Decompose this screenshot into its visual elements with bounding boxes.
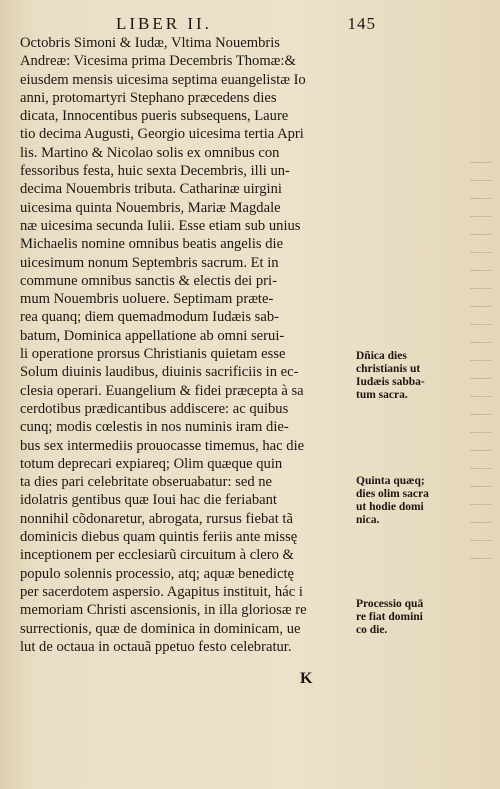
marginal-note-line: Iudæis sabba- (356, 376, 425, 388)
text-line: rea quanq; diem quemadmodum Iudæis sab- (20, 309, 279, 326)
marginal-note-dominica (356, 350, 486, 402)
text-line: mum Nouembris uoluere. Septimam præte- (20, 291, 274, 308)
text-line: tio decima Augusti, Georgio uicesima tertia Apri (20, 126, 304, 143)
text-line: memoriam Christi ascensionis, in illa gloriosæ re (20, 602, 307, 619)
marginal-note-line: nica. (356, 514, 380, 526)
text-line: cerdotibus prædicantibus addiscere: ac quibus (20, 400, 289, 417)
text-line: cunq; modis cœlestis in nos numinis iram die- (20, 419, 289, 436)
marginal-note-processio (356, 598, 486, 637)
text-line: totum deprecari expiareq; Olim quæque quin (20, 455, 283, 472)
text-line: Solum diuinis laudibus, diuinis sacrificiis in ec- (20, 364, 299, 381)
page-header (116, 14, 376, 34)
text-line: populo solennis processio, atq; aquæ benedictę (20, 565, 294, 582)
text-line: inceptionem per ecclesiarũ circuitum à clero & (20, 547, 294, 564)
text-line: bus sex intermediis prouocasse timemus, hac die (20, 437, 305, 454)
main-text-block (20, 34, 355, 656)
marginal-note-line: tum sacra. (356, 389, 408, 401)
text-line: surrectionis, quæ de dominica in dominicam, ue (20, 620, 301, 637)
text-line: clesia operari. Euangelium & fidei præcepta à sa (20, 382, 304, 399)
text-line: anni, protomartyri Stephano præcedens dies (20, 89, 277, 106)
marginal-note-line: christianis ut (356, 363, 421, 375)
text-line: ta dies pari celebritate obseruabatur: sed ne (20, 474, 273, 491)
text-line: per sacerdotem aspersio. Agapitus instituit, hác i (20, 583, 303, 600)
text-line: li operatione prorsus Christianis quietam esse (20, 346, 286, 363)
text-line: dominicis diebus quam quintis feriis ante missę (20, 529, 298, 546)
marginal-note-quinta (356, 475, 486, 527)
text-line: lis. Martino & Nicolao solis ex omnibus con (20, 144, 280, 161)
text-line: commune omnibus sanctis & electis dei pri- (20, 272, 277, 289)
page-number: 145 (347, 14, 376, 33)
text-line: lut de octaua in octauã ppetuo festo celebratur. (20, 638, 292, 655)
text-line: Michaelis nomine omnibus beatis angelis die (20, 236, 284, 253)
text-line: decima Nouembris tributa. Catharinæ uirgini (20, 181, 282, 198)
marginal-note-line: Dñica dies (356, 350, 407, 362)
marginal-note-line: Quinta quæq; (356, 475, 425, 487)
text-line: næ uicesima secunda Iulii. Esse etiam sub unius (20, 217, 301, 234)
text-line: eiusdem mensis uicesima septima euangelistæ Io (20, 71, 306, 88)
running-title: LIBER II. (116, 14, 212, 33)
text-line: Andreæ: Vicesima prima Decembris Thomæ:& (20, 53, 296, 70)
text-line: uicesima quinta Nouembris, Mariæ Magdale (20, 199, 281, 216)
text-line: dicata, Innocentibus pueris subsequens, Laure (20, 108, 289, 125)
marginal-note-line: co die. (356, 624, 388, 636)
text-line: fessoribus festa, huic sexta Decembris, illi un- (20, 163, 290, 180)
text-line: Octobris Simoni & Iudæ, Vltima Nouembris (20, 35, 280, 51)
text-line: batum, Dominica appellatione ab omni serui- (20, 327, 285, 344)
marginal-note-line: re fiat domini (356, 611, 423, 623)
text-line: nonnihil cõdonaretur, abrogata, rursus fiebat tã (20, 510, 293, 527)
text-line: idolatris gentibus quæ Ioui hac die feriabant (20, 492, 277, 509)
marginal-note-line: ut hodie domi (356, 501, 424, 513)
text-line: uicesimum nonum Septembris sacrum. Et in (20, 254, 279, 271)
marginal-note-line: dies olim sacra (356, 488, 429, 500)
marginal-note-line: Processio quā (356, 598, 424, 610)
signature-mark: K (300, 670, 313, 687)
